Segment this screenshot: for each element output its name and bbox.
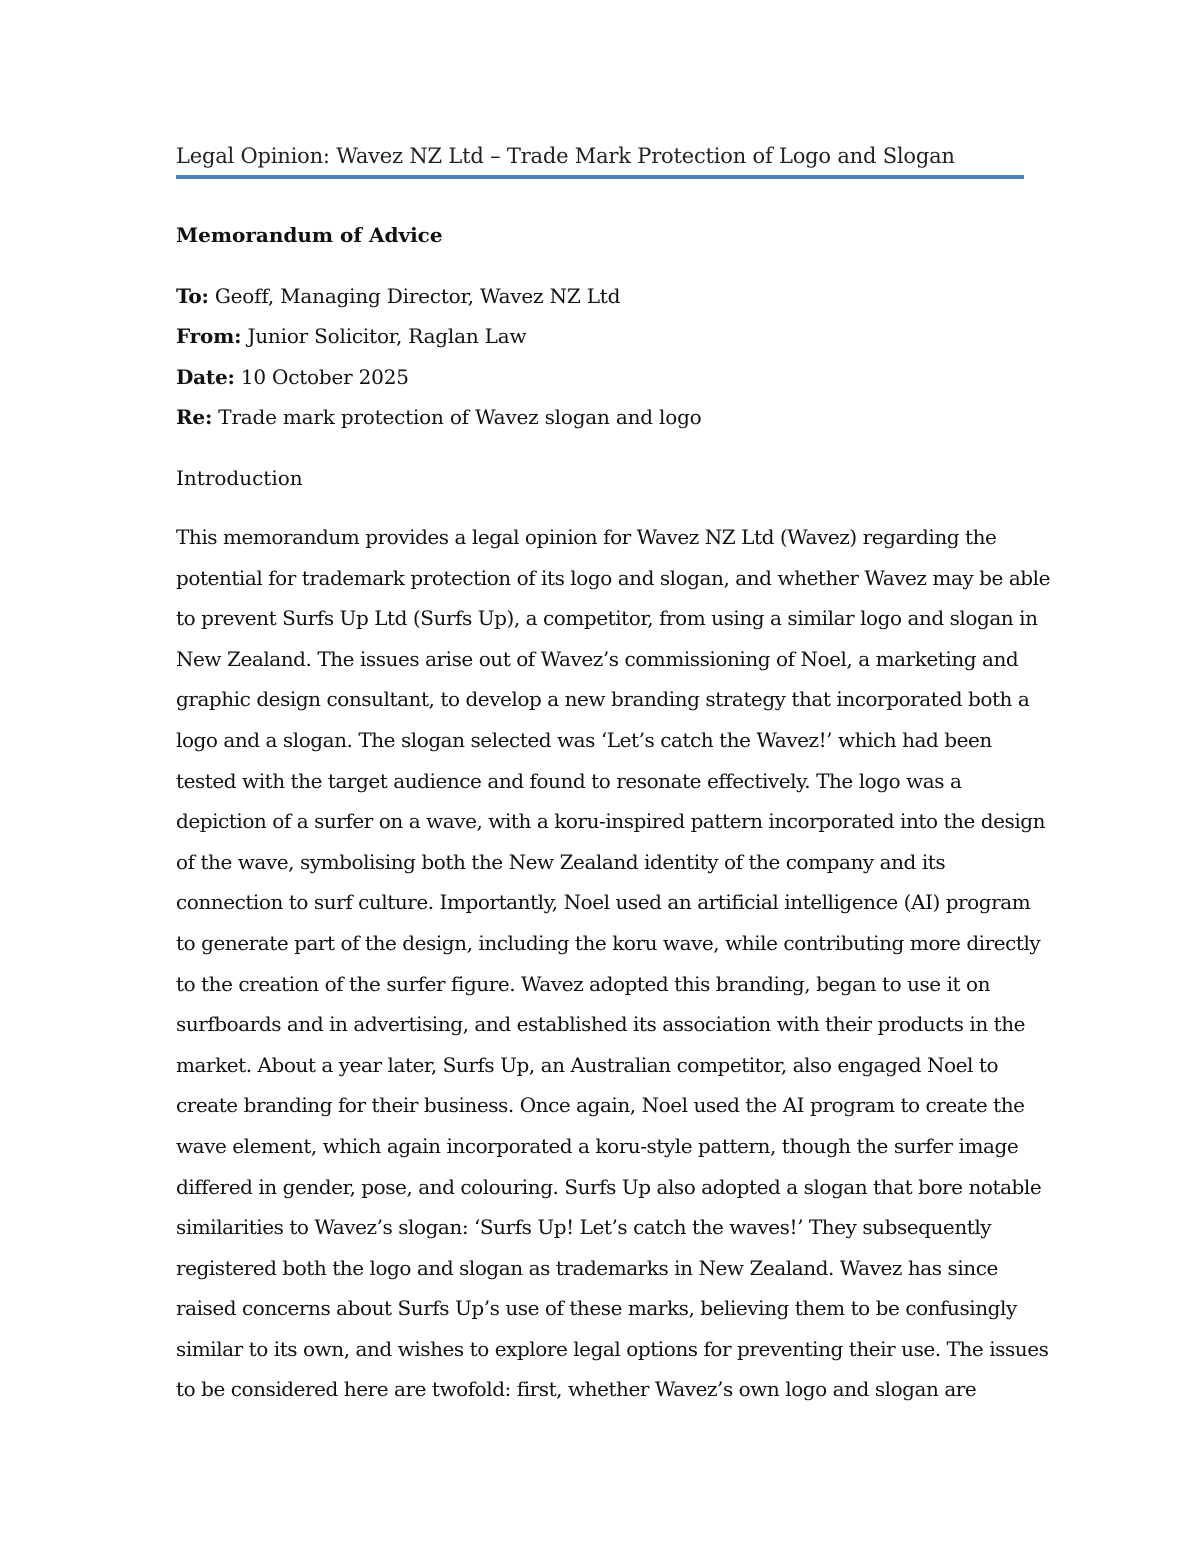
paragraph-line: differed in gender, pose, and colouring. Surfs Up also adopted a slogan that bore notable [176, 1174, 1042, 1199]
paragraph-line: to the creation of the surfer figure. Wavez adopted this branding, began to use it on [176, 971, 991, 996]
meta-from-label: From: [176, 324, 242, 348]
paragraph-line: to generate part of the design, including the koru wave, while contributing more directly [176, 930, 1041, 955]
meta-to-label: To: [176, 284, 209, 308]
meta-from-value: Junior Solicitor, Raglan Law [241, 324, 527, 348]
paragraph-line: of the wave, symbolising both the New Zealand identity of the company and its [176, 849, 946, 874]
section-heading-introduction: Introduction [176, 466, 303, 490]
memo-heading: Memorandum of Advice [176, 223, 443, 247]
paragraph-line: wave element, which again incorporated a koru-style pattern, though the surfer image [176, 1133, 1019, 1158]
paragraph-line: connection to surf culture. Importantly, Noel used an artificial intelligence (AI) program [176, 890, 1031, 915]
paragraph-line: logo and a slogan. The slogan selected was ‘Let’s catch the Wavez!’ which had been [176, 727, 992, 752]
meta-to-line [176, 281, 620, 311]
meta-from-line [176, 321, 526, 351]
paragraph-line: tested with the target audience and found to resonate effectively. The logo was a [176, 768, 962, 793]
paragraph-line: create branding for their business. Once again, Noel used the AI program to create the [176, 1093, 1025, 1118]
paragraph-line: graphic design consultant, to develop a new branding strategy that incorporated both a [176, 687, 1030, 712]
introduction-paragraph [176, 522, 1050, 1415]
paragraph-line: similar to its own, and wishes to explore legal options for preventing their use. The issues [176, 1336, 1049, 1361]
title-underline-rule [176, 175, 1024, 179]
meta-date-line [176, 362, 409, 392]
paragraph-line: surfboards and in advertising, and established its association with their products in the [176, 1012, 1026, 1037]
meta-date-label: Date: [176, 365, 235, 389]
paragraph-line: potential for trademark protection of its logo and slogan, and whether Wavez may be able [176, 565, 1050, 590]
meta-date-value: 10 October 2025 [234, 365, 409, 389]
paragraph-line: registered both the logo and slogan as trademarks in New Zealand. Wavez has since [176, 1255, 998, 1280]
meta-re-value: Trade mark protection of Wavez slogan and logo [212, 405, 702, 429]
paragraph-line: depiction of a surfer on a wave, with a koru-inspired pattern incorporated into the design [176, 809, 1046, 834]
paragraph-line: market. About a year later, Surfs Up, an Australian competitor, also engaged Noel to [176, 1052, 999, 1077]
meta-to-value: Geoff, Managing Director, Wavez NZ Ltd [208, 284, 621, 308]
meta-re-line [176, 402, 702, 432]
paragraph-line: New Zealand. The issues arise out of Wavez’s commissioning of Noel, a marketing and [176, 646, 1019, 671]
paragraph-line: to be considered here are twofold: first, whether Wavez’s own logo and slogan are [176, 1377, 977, 1402]
paragraph-line: This memorandum provides a legal opinion for Wavez NZ Ltd (Wavez) regarding the [176, 525, 997, 549]
paragraph-line: to prevent Surfs Up Ltd (Surfs Up), a competitor, from using a similar logo and slogan in [176, 606, 1038, 631]
document-title: Legal Opinion: Wavez NZ Ltd – Trade Mark Protection of Logo and Slogan [176, 144, 955, 168]
paragraph-line: similarities to Wavez’s slogan: ‘Surfs Up! Let’s catch the waves!’ They subsequently [176, 1215, 992, 1240]
meta-re-label: Re: [176, 405, 213, 429]
paragraph-line: raised concerns about Surfs Up’s use of these marks, believing them to be confusingly [176, 1296, 1017, 1321]
